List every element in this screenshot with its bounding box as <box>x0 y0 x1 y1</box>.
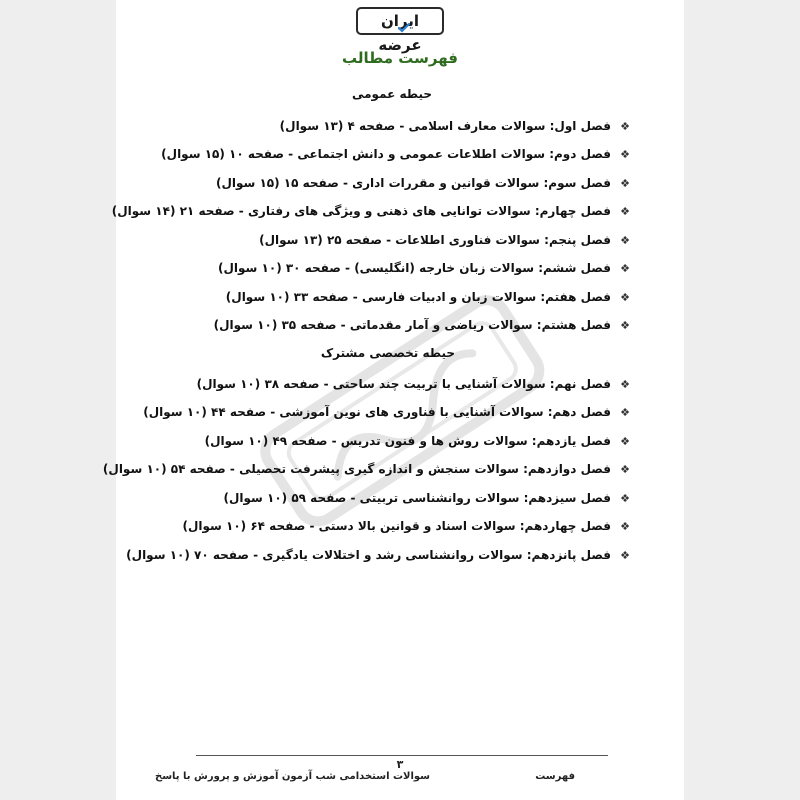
toc-item[interactable] <box>126 545 633 565</box>
toc-title: فهرست مطالب <box>342 49 458 67</box>
toc-item[interactable] <box>218 258 633 278</box>
toc-item-label: فصل پانزدهم: سوالات روانشناسی رشد و اختلالات یادگیری - صفحه ۷۰ (۱۰ سوال) <box>126 548 611 562</box>
toc-item-label: فصل هشتم: سوالات ریاضی و آمار مقدماتی - صفحه ۳۵ (۱۰ سوال) <box>213 318 611 332</box>
footer-divider <box>196 755 608 756</box>
toc-item-label: فصل نهم: سوالات آشنایی با تربیت چند ساحتی - صفحه ۳۸ (۱۰ سوال) <box>196 377 611 391</box>
diamond-bullet-icon: ❖ <box>620 549 630 562</box>
diamond-bullet-icon: ❖ <box>620 378 630 391</box>
toc-item-label: فصل پنجم: سوالات فناوری اطلاعات - صفحه ۲۵ (۱۳ سوال) <box>259 233 611 247</box>
diamond-bullet-icon: ❖ <box>620 234 630 247</box>
diamond-bullet-icon: ❖ <box>620 406 630 419</box>
right-margin <box>684 0 800 800</box>
toc-item-label: فصل سوم: سوالات قوانین و مقررات اداری - صفحه ۱۵ (۱۵ سوال) <box>215 176 611 190</box>
left-margin <box>0 0 116 800</box>
toc-item-label: فصل اول: سوالات معارف اسلامی - صفحه ۴ (۱۳ سوال) <box>279 119 611 133</box>
toc-item[interactable] <box>205 431 633 451</box>
diamond-bullet-icon: ❖ <box>620 463 630 476</box>
diamond-bullet-icon: ❖ <box>620 435 630 448</box>
diamond-bullet-icon: ❖ <box>620 177 630 190</box>
diamond-bullet-icon: ❖ <box>620 148 630 161</box>
toc-item-label: فصل دوازدهم: سوالات سنجش و اندازه گیری پیشرفت تحصیلی - صفحه ۵۴ (۱۰ سوال) <box>102 462 611 476</box>
toc-item[interactable] <box>161 144 633 164</box>
diamond-bullet-icon: ❖ <box>620 520 630 533</box>
toc-item[interactable] <box>183 516 634 536</box>
toc-item-label: فصل دهم: سوالات آشنایی با فناوری های نوین آموزشی - صفحه ۴۴ (۱۰ سوال) <box>143 405 611 419</box>
toc-item[interactable] <box>223 488 633 508</box>
toc-item[interactable] <box>280 116 633 136</box>
toc-item[interactable] <box>197 374 633 394</box>
toc-item[interactable] <box>226 287 633 307</box>
diamond-bullet-icon: ❖ <box>620 262 630 275</box>
diamond-bullet-icon: ❖ <box>620 319 630 332</box>
toc-item[interactable] <box>216 173 633 193</box>
page-number: ۳ <box>396 758 404 771</box>
diamond-bullet-icon: ❖ <box>620 205 630 218</box>
toc-item-label: فصل سیزدهم: سوالات روانشناسی تربیتی - صفحه ۵۹ (۱۰ سوال) <box>223 491 611 505</box>
checkmark-icon <box>398 23 410 33</box>
logo-text: ایران عرضه <box>378 12 422 54</box>
toc-item-label: فصل چهارم: سوالات توانایی های ذهنی و ویژگی های رفتاری - صفحه ۲۱ (۱۴ سوال) <box>111 204 611 218</box>
diamond-bullet-icon: ❖ <box>620 291 630 304</box>
toc-item[interactable] <box>103 459 633 479</box>
footer-book-title: سوالات استخدامی شب آزمون آموزش و پرورش با پاسخ <box>155 771 431 782</box>
diamond-bullet-icon: ❖ <box>620 120 630 133</box>
brand-logo <box>356 7 444 54</box>
toc-item[interactable] <box>214 315 633 335</box>
toc-item-label: فصل چهاردهم: سوالات اسناد و قوانین بالا دستی - صفحه ۶۴ (۱۰ سوال) <box>182 519 611 533</box>
toc-item[interactable] <box>112 201 633 221</box>
toc-item[interactable] <box>259 230 633 250</box>
section-heading-general: حیطه عمومی <box>351 87 432 101</box>
toc-item-label: فصل ششم: سوالات زبان خارجه (انگلیسی) - صفحه ۳۰ (۱۰ سوال) <box>218 261 611 275</box>
footer-section-label: فهرست <box>535 771 575 782</box>
toc-item[interactable] <box>143 402 633 422</box>
diamond-bullet-icon: ❖ <box>620 492 630 505</box>
section-heading-specialized: حیطه تخصصی مشترک <box>320 346 455 360</box>
toc-item-label: فصل دوم: سوالات اطلاعات عمومی و دانش اجتماعی - صفحه ۱۰ (۱۵ سوال) <box>161 147 611 161</box>
toc-item-label: فصل یازدهم: سوالات روش ها و فنون تدریس - صفحه ۴۹ (۱۰ سوال) <box>204 434 611 448</box>
toc-item-label: فصل هفتم: سوالات زبان و ادبیات فارسی - صفحه ۳۳ (۱۰ سوال) <box>225 290 611 304</box>
